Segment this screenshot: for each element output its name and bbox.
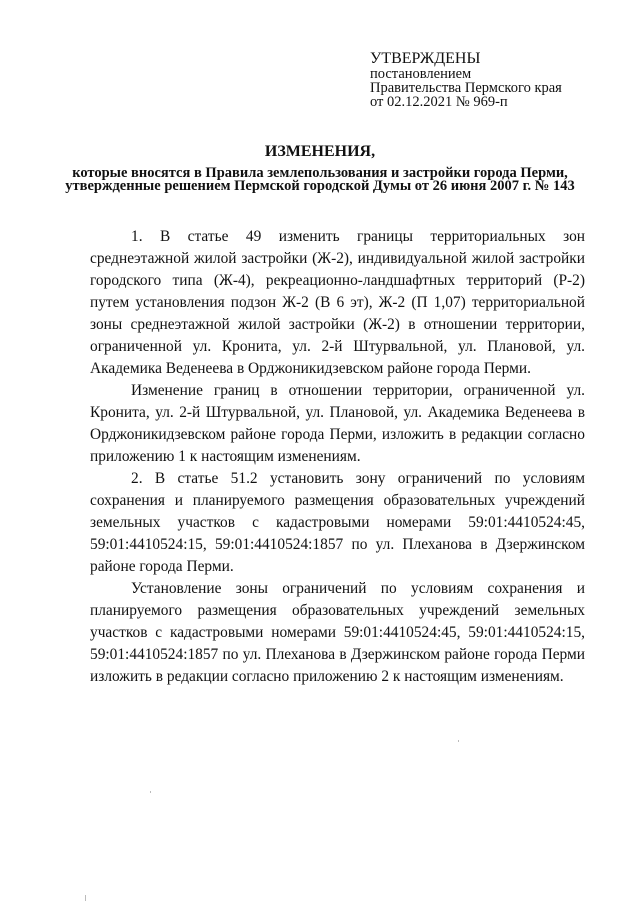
document-title: ИЗМЕНЕНИЯ, <box>264 143 376 160</box>
approval-line: от 02.12.2021 № 969-п <box>370 94 508 110</box>
document-subtitle: которые вносятся в Правила землепользования и застройки города Перми, утвержденные решением Пермской городской Думы от 26 июня 2007 г. № 143 <box>65 165 575 194</box>
paragraph: 1. В статье 49 изменить границы территориальных зон среднеэтажной жилой застройки (Ж-2), индивидуальной жилой застройки городского типа (Ж-4), рекреационно-ландшафтных территорий (Р-2) путем установления подзон Ж-2 (В 6 эт), Ж-2 (П 1,07) территориальной зоны среднеэтажной жилой застройки (Ж-2) в отношении территории, ограниченной ул. Кронита, ул. 2-й Штурвальной, ул. Плановой, ул. Академика Веденеева в Орджоникидзевском районе города Перми. <box>90 228 585 377</box>
scan-speck <box>85 895 86 901</box>
approval-line: постановлением <box>370 66 472 82</box>
approval-line: Правительства Пермского края <box>370 80 562 96</box>
paragraph: Изменение границ в отношении территории, ограниченной ул. Кронита, ул. 2-й Штурвальной, ул. Плановой, ул. Академика Веденеева в Орджоникидзевском районе города Перми, изложить в редакции согласно приложению 1 к настоящим изменениям. <box>90 382 585 465</box>
approval-stamp <box>370 50 620 109</box>
document-body <box>90 226 585 688</box>
approval-title: УТВЕРЖДЕНЫ <box>370 50 481 67</box>
paragraph: Установление зоны ограничений по условиям сохранения и планируемого размещения образовательных учреждений земельных участков с кадастровыми номерами 59:01:4410524:45, 59:01:4410524:15, 59:01:4410524:1857 по ул. Плеханова в Дзержинском районе города Перми изложить в редакции согласно приложению 2 к настоящим изменениям. <box>90 580 585 685</box>
paragraph: 2. В статье 51.2 установить зону ограничений по условиям сохранения и планируемого размещения образовательных учреждений земельных участков с кадастровыми номерами 59:01:4410524:45, 59:01:4410524:15, 59:01:4410524:1857 по ул. Плеханова в Дзержинском районе города Перми. <box>90 470 585 575</box>
scan-speck <box>150 791 151 793</box>
scan-speck <box>458 740 459 742</box>
